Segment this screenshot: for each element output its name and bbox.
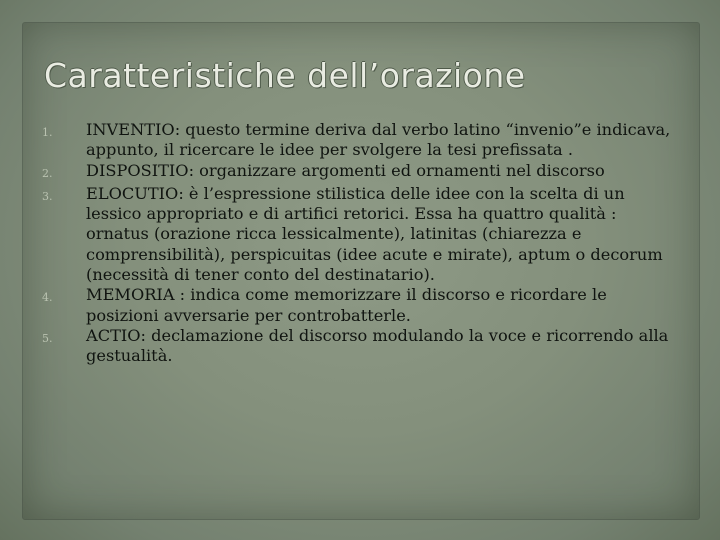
list-item (42, 184, 682, 285)
list-item-number: 2. (42, 166, 53, 180)
list-item-text: DISPOSITIO: organizzare argomenti ed ornamenti nel discorso (86, 160, 605, 180)
list-item-number: 1. (42, 126, 53, 139)
numbered-list (42, 120, 682, 367)
list-item-text: MEMORIA : indica come memorizzare il discorso e ricordare le posizioni avversarie per controbatterle. (86, 285, 607, 325)
slide-title: Caratteristiche dell’orazione (44, 56, 526, 95)
list-item (42, 285, 682, 326)
list-item-number: 3. (42, 189, 53, 203)
list-item (42, 161, 682, 184)
list-item (42, 120, 682, 161)
list-item-text: INVENTIO: questo termine deriva dal verbo latino “invenio”e indicava, appunto, il ricercare le idee per svolgere la tesi prefissata . (86, 120, 671, 160)
list-item (42, 326, 682, 367)
list-item-text: ACTIO: declamazione del discorso modulando la voce e ricorrendo alla gestualità. (86, 325, 669, 366)
list-item-number: 4. (42, 291, 53, 305)
list-item-text: ELOCUTIO: è l’espressione stilistica delle idee con la scelta di un lessico appropriato e di artifici retorici. Essa ha quattro qualità : ornatus (orazione ricca lessicalmente), latinitas (chiarezza e comprensibilità), perspicuitas (idee acute e mirate), aptum o decorum (necessità di tener conto del destinatario). (86, 183, 663, 285)
list-item-number: 5. (42, 331, 53, 345)
